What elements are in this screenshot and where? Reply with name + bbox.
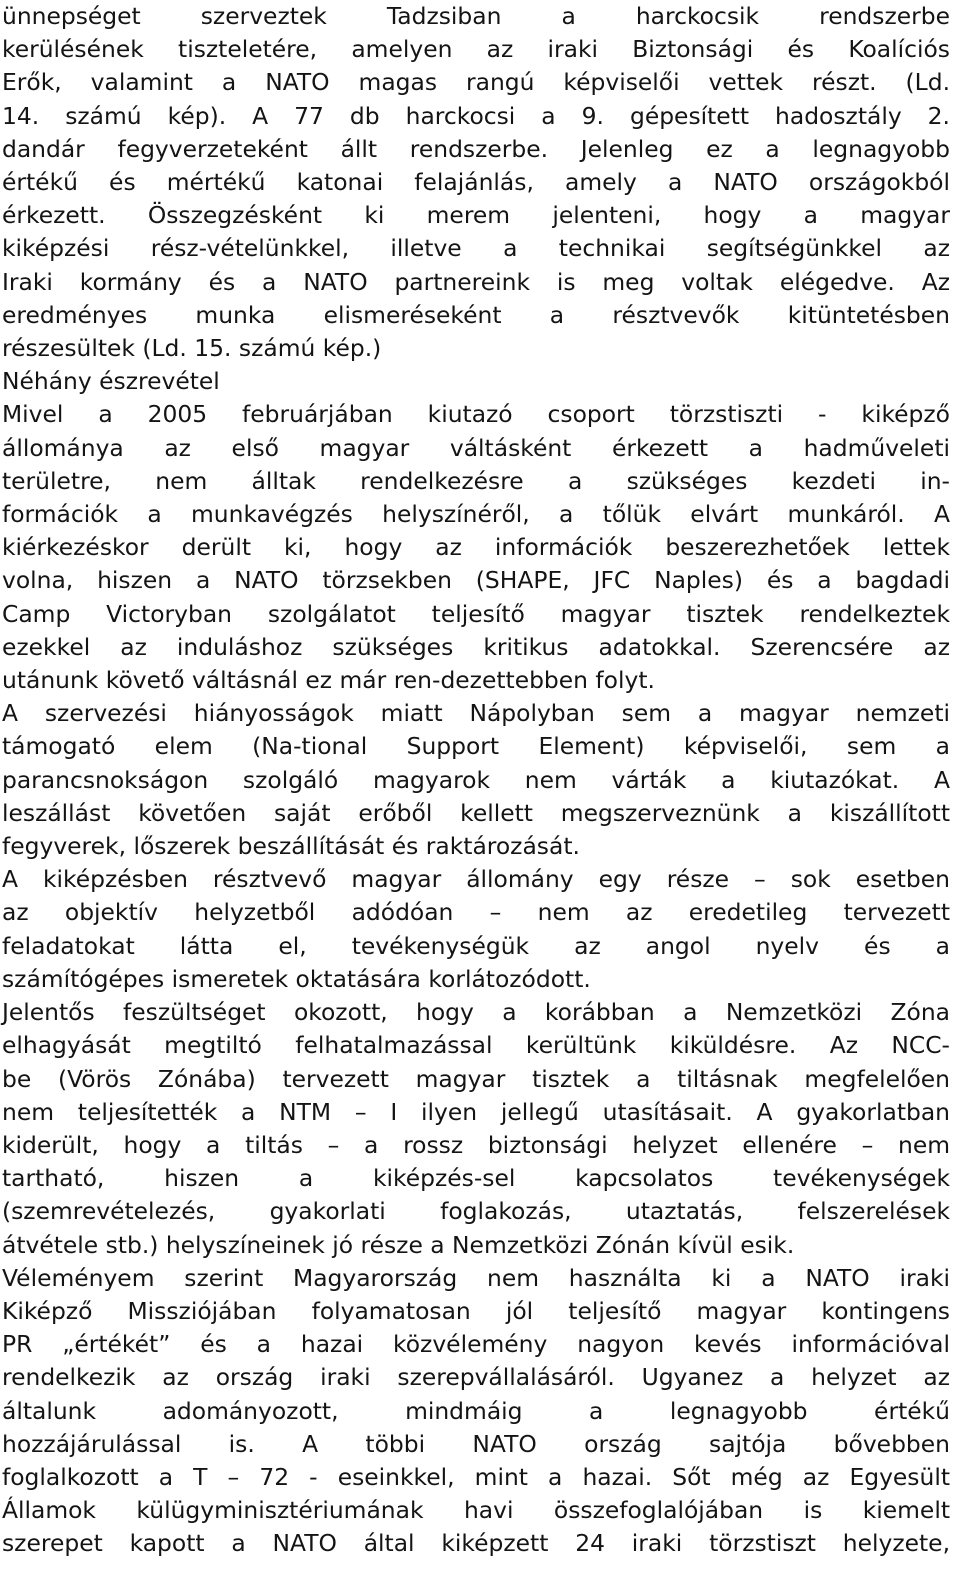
text-line: kerülésének tiszteletére, amelyen az iraki Biztonsági és Koalíciós <box>2 35 950 64</box>
text-line: Iraki kormány és a NATO partnereink is meg voltak elégedve. Az <box>2 267 950 296</box>
text-line: támogató elem (Na-tional Support Element) képviselői, sem a <box>2 732 950 761</box>
text-line: eredményes munka elismeréseként a résztvevők kitüntetésben <box>2 300 950 329</box>
text-line: Véleményem szerint Magyarország nem használta ki a NATO iraki <box>2 1263 950 1292</box>
text-line: fegyverek, lőszerek beszállítását és raktározását. <box>2 832 580 861</box>
text-line: parancsnokságon szolgáló magyarok nem várták a kiutazókat. A <box>2 765 950 794</box>
text-line: az objektív helyzetből adódóan – nem az eredetileg tervezett <box>2 898 950 927</box>
text-line: Néhány észrevétel <box>2 367 220 396</box>
text-line: érkezett. Összegzésként ki merem jelenteni, hogy a magyar <box>2 201 950 230</box>
text-line: tartható, hiszen a kiképzés-sel kapcsolatos tevékenységek <box>2 1164 950 1193</box>
text-line: be (Vörös Zónába) tervezett magyar tisztek a tiltásnak megfelelően <box>2 1064 950 1093</box>
text-line: általunk adományozott, mindmáig a legnagyobb értékű <box>2 1396 950 1425</box>
text-line: területre, nem álltak rendelkezésre a szükséges kezdeti in- <box>2 466 950 495</box>
text-line: Erők, valamint a NATO magas rangú képviselői vettek részt. (Ld. <box>2 68 950 97</box>
text-line: Kiképző Missziójában folyamatosan jól teljesítő magyar kontingens <box>2 1296 950 1325</box>
paragraph <box>2 0 950 365</box>
text-line: volna, hiszen a NATO törzsekben (SHAPE, JFC Naples) és a bagdadi <box>2 566 950 595</box>
text-line: foglalkozott a T – 72 - eseinkkel, mint a hazai. Sőt még az Egyesült <box>2 1462 950 1491</box>
paragraph <box>2 398 950 697</box>
text-line: hozzájárulással is. A többi NATO ország sajtója bővebben <box>2 1429 950 1458</box>
paragraph <box>2 996 950 1262</box>
text-line: formációk a munkavégzés helyszínéről, a tőlük elvárt munkáról. A <box>2 500 950 529</box>
paragraph <box>2 365 950 398</box>
text-line: A szervezési hiányosságok miatt Nápolyban sem a magyar nemzeti <box>2 699 950 728</box>
paragraph <box>2 697 950 863</box>
text-line: Államok külügyminisztériumának havi összefoglalójában is kiemelt <box>2 1496 950 1525</box>
text-line: (szemrevételezés, gyakorlati foglakozás, utaztatás, felszerelések <box>2 1197 950 1226</box>
text-line: elhagyását megtiltó felhatalmazással kerültünk kiküldésre. Az NCC- <box>2 1031 950 1060</box>
text-line: részesültek (Ld. 15. számú kép.) <box>2 334 382 363</box>
text-line: rendelkezik az ország iraki szerepvállalásáról. Ugyanez a helyzet az <box>2 1363 950 1392</box>
text-line: Jelentős feszültséget okozott, hogy a korábban a Nemzetközi Zóna <box>2 998 950 1027</box>
text-line: Mivel a 2005 februárjában kiutazó csoport törzstiszti - kiképző <box>2 400 950 429</box>
text-line: PR „értékét” és a hazai közvélemény nagyon kevés információval <box>2 1330 950 1359</box>
text-line: számítógépes ismeretek oktatására korlátozódott. <box>2 964 591 993</box>
text-line: nem teljesítették a NTM – I ilyen jellegű utasításait. A gyakorlatban <box>2 1097 950 1126</box>
text-line: értékű és mértékű katonai felajánlás, amely a NATO országokból <box>2 168 950 197</box>
text-line: feladatokat látta el, tevékenységük az angol nyelv és a <box>2 931 950 960</box>
text-line: dandár fegyverzeteként állt rendszerbe. Jelenleg ez a legnagyobb <box>2 134 950 163</box>
text-line: kiderült, hogy a tiltás – a rossz biztonsági helyzet ellenére – nem <box>2 1130 950 1159</box>
text-line: átvétele stb.) helyszíneinek jó része a Nemzetközi Zónán kívül esik. <box>2 1230 795 1259</box>
text-line: kiérkezéskor derült ki, hogy az információk beszerezhetőek lettek <box>2 533 950 562</box>
text-line: ünnepséget szerveztek Tadzsiban a harckocsik rendszerbe <box>2 2 950 30</box>
text-line: kiképzési rész-vételünkkel, illetve a technikai segítségünkkel az <box>2 234 950 263</box>
text-line: 14. számú kép). A 77 db harckocsi a 9. gépesített hadosztály 2. <box>2 101 950 130</box>
text-line: Camp Victoryban szolgálatot teljesítő magyar tisztek rendelkeztek <box>2 599 950 628</box>
text-line: leszállást követően saját erőből kellett megszerveznünk a kiszállított <box>2 798 950 827</box>
paragraph <box>2 863 950 996</box>
paragraph <box>2 1262 950 1561</box>
text-line: állománya az első magyar váltásként érkezett a hadműveleti <box>2 433 950 462</box>
text-line: A kiképzésben résztvevő magyar állomány egy része – sok esetben <box>2 865 950 894</box>
text-line: ezekkel az induláshoz szükséges kritikus adatokkal. Szerencsére az <box>2 632 950 661</box>
text-line: utánunk követő váltásnál ez már ren-dezettebben folyt. <box>2 666 655 695</box>
text-line: szerepet kapott a NATO által kiképzett 24 iraki törzstiszt helyzete, <box>2 1529 950 1558</box>
